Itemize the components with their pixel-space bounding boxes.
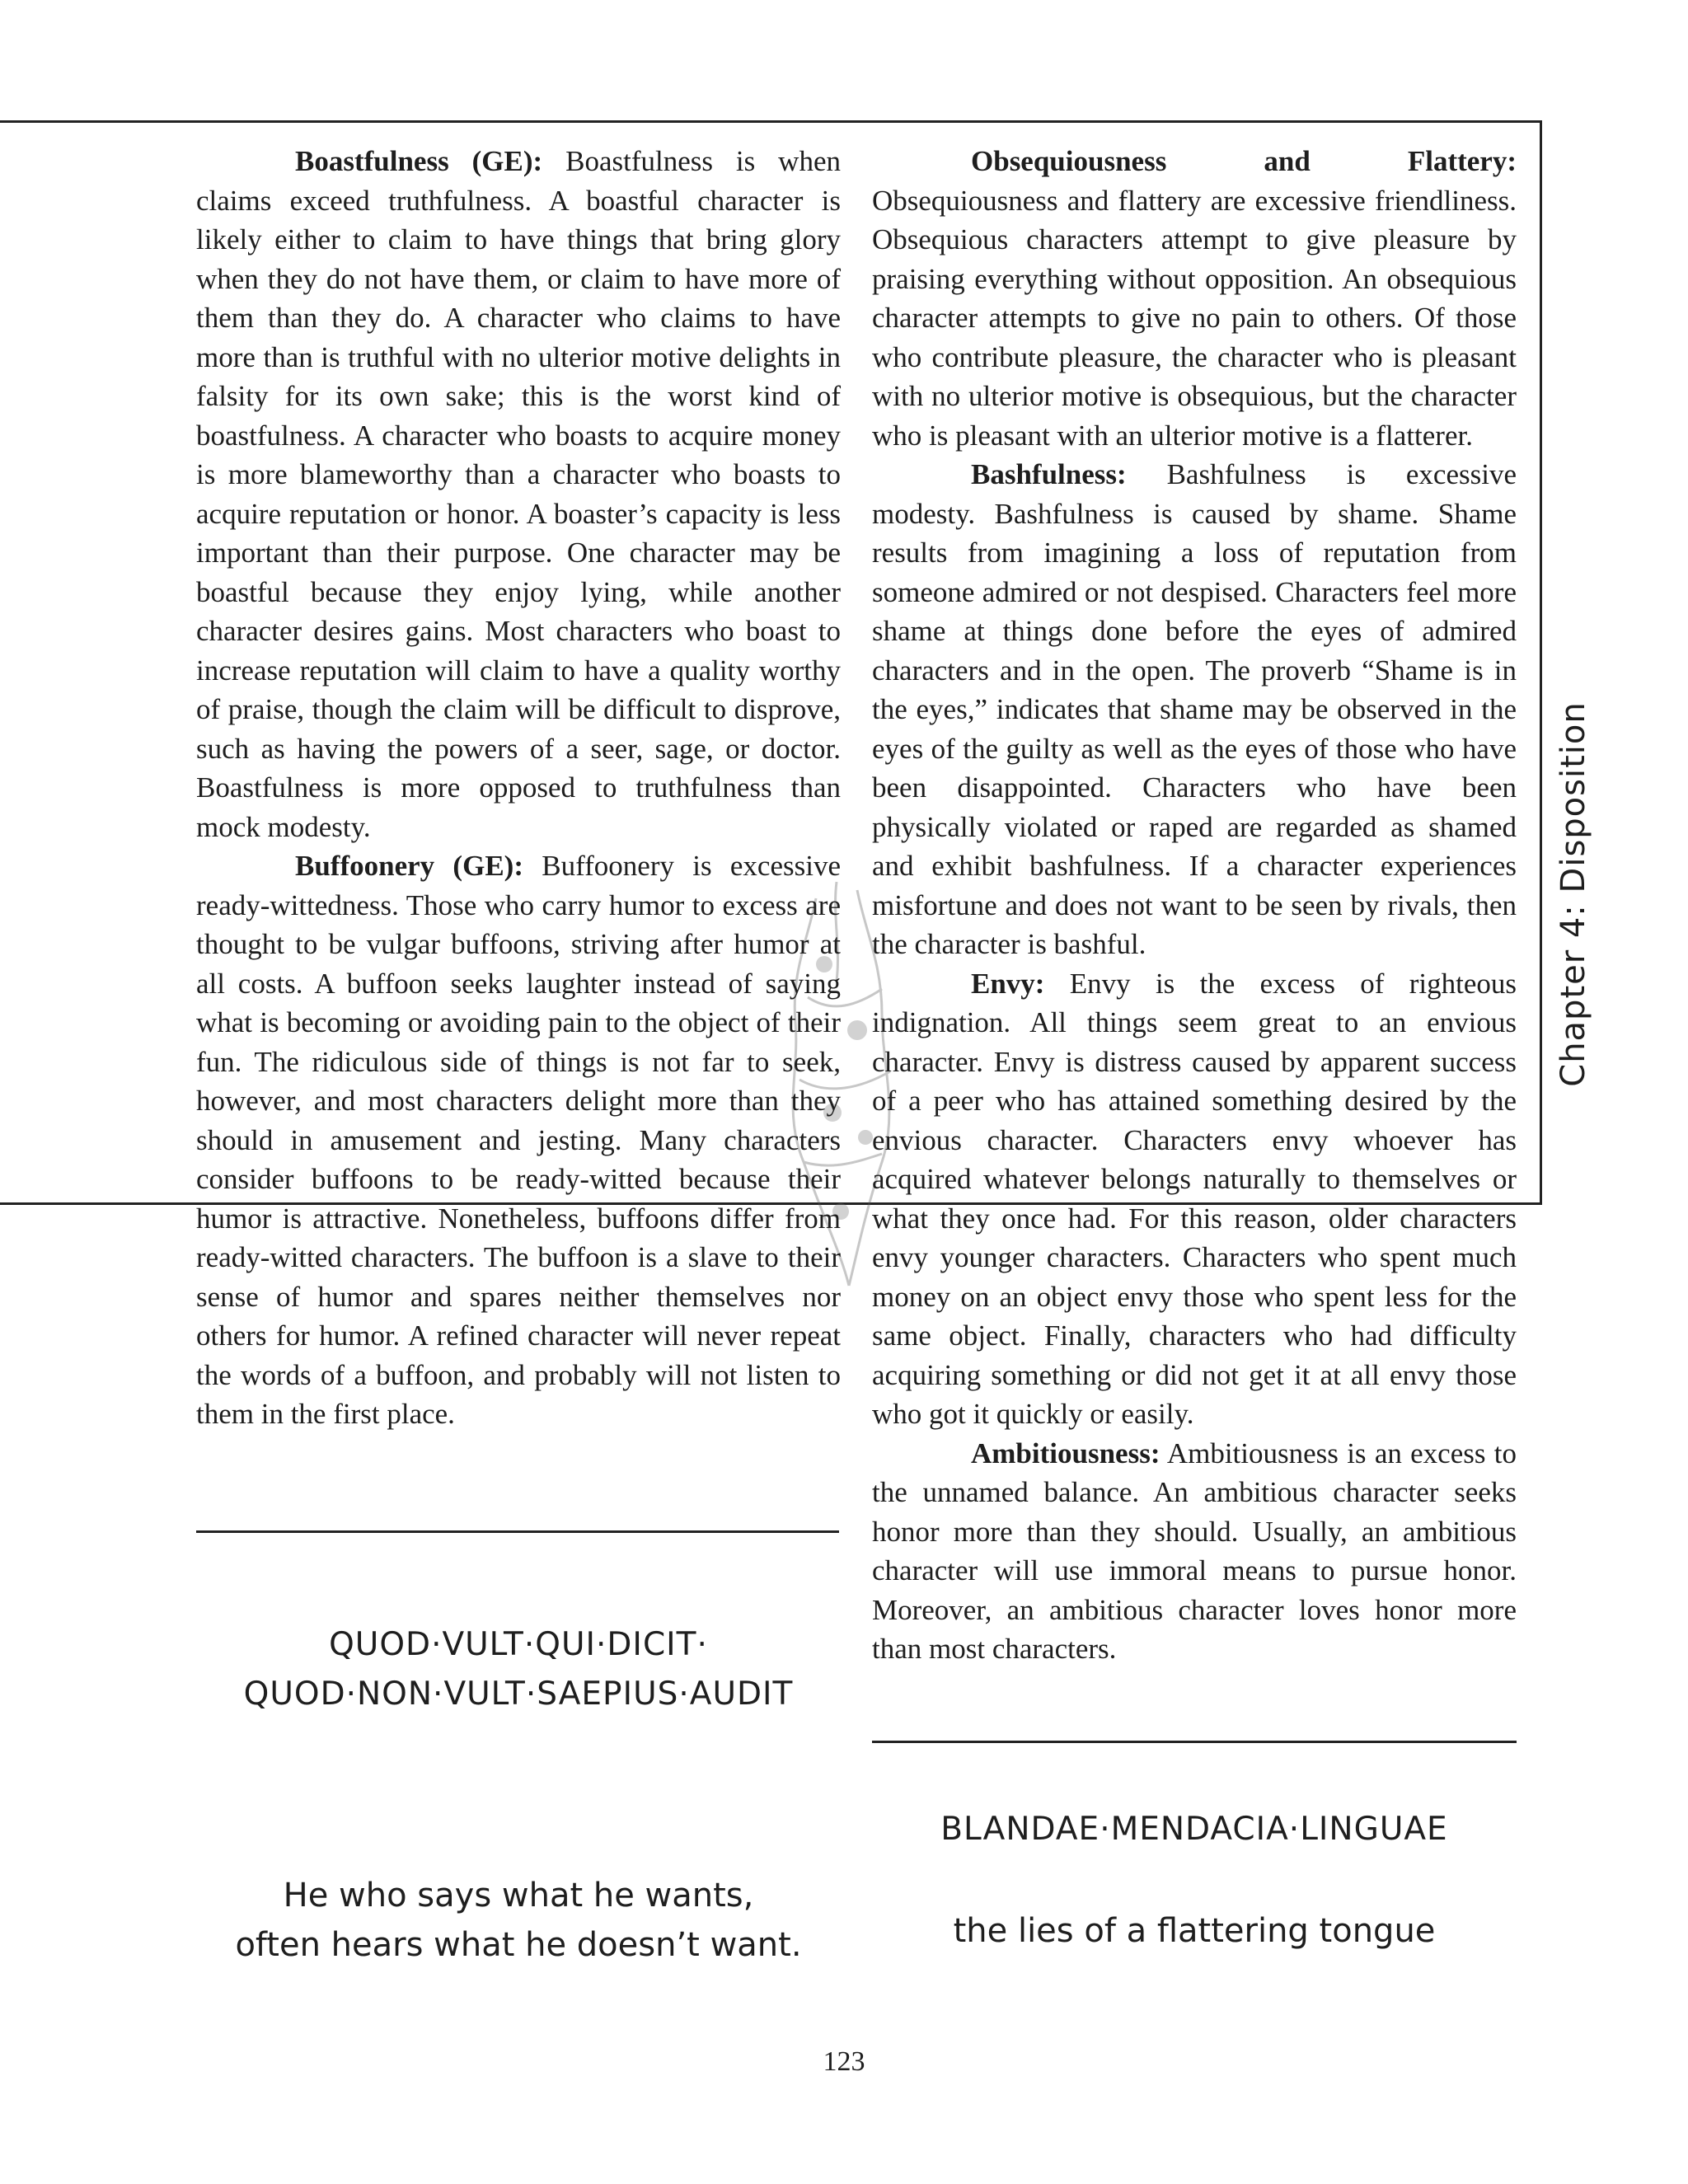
left-column — [196, 142, 841, 1434]
term-ambitiousness: Ambitiousness: — [971, 1436, 1160, 1469]
term-bashfulness: Bashfulness: — [971, 458, 1127, 490]
right-quote-divider — [872, 1741, 1517, 1743]
english-line-1: He who says what he wants, — [283, 1877, 754, 1915]
term-buffoonery: Buffoonery (GE): — [295, 850, 523, 882]
left-quote-divider — [196, 1530, 839, 1533]
paragraph-envy — [872, 964, 1517, 1434]
paragraph-bashfulness — [872, 455, 1517, 964]
paragraph-text: Bashfulness is excessive modesty. Bashfulness is caused by shame. Shame results from imagining a loss of reputation from someone admired or not despised. Characters feel more shame at things done before the eyes of admired characters and in the open. The proverb “Shame is in the eyes,” indicates that shame may be observed in the eyes of the guilty as well as the eyes of those who have been disappointed. Characters who have been physically violated or raped are regarded as shamed and exhibit bashfulness. If a character experiences misfortune and does not want to be seen by rivals, then the character is bashful. — [872, 458, 1517, 960]
paragraph-text: Obsequiousness and flattery are excessive friendliness. Obsequious characters attempt to give pleasure by praising everything without opposition. An obsequious character attempts to give no pain to others. Of those who contribute pleasure, the character who is pleasant with no ulterior motive is obsequious, but the character who is pleasant with an ulterior motive is a flatterer. — [872, 184, 1517, 452]
right-latin-quote — [872, 1805, 1517, 1854]
left-latin-quote — [196, 1620, 841, 1719]
term-boastfulness: Boastfulness (GE): — [295, 145, 543, 177]
latin-line-2: QUOD·NON·VULT·SAEPIUS·AUDIT — [243, 1675, 794, 1713]
paragraph-text: Boastfulness is when claims exceed truthfulness. A boastful character is likely either to claim to have things that bring glory when they do not have them, or claim to have more of them than they do. A character who claims to have more than is truthful with no ulterior motive delights in falsity for its own sake; this is the worst kind of boastfulness. A character who boasts to acquire money is more blameworthy than a character who boasts to acquire reputation or honor. A boaster’s capacity is less important than their purpose. One character may be boastful because they enjoy lying, while another character desires gains. Most characters who boast to increase reputation will claim to have a quality worthy of praise, though the claim will be difficult to disprove, such as having the powers of a seer, sage, or doctor. Boastfulness is more opposed to truthfulness than mock modesty. — [196, 145, 841, 843]
right-column — [872, 142, 1517, 1669]
term-obsequiousness: Obsequiousness and Flattery: — [971, 145, 1517, 177]
latin-line: BLANDAE·MENDACIA·LINGUAE — [940, 1811, 1448, 1848]
right-english-translation — [872, 1906, 1517, 1956]
english-line-2: often hears what he doesn’t want. — [235, 1926, 802, 1964]
paragraph-boastfulness — [196, 142, 841, 846]
paragraph-text: Buffoonery is excessive ready-wittedness. Those who carry humor to excess are thought to be vulgar buffoons, striving after humor at all costs. A buffoon seeks laughter instead of saying what is becoming or avoiding pain to the object of their fun. The ridiculous side of things is not far to seek, however, and most characters delight more than they should in amusement and jesting. Many characters consider buffoons to be ready-witted because their humor is attractive. Nonetheless, buffoons differ from ready-witted characters. The buffoon is a slave to their sense of humor and spares neither themselves nor others for humor. A refined character will never repeat the words of a buffoon, and probably will not listen to them in the first place. — [196, 850, 841, 1430]
paragraph-ambitiousness — [872, 1434, 1517, 1669]
page-number: 123 — [823, 2046, 865, 2077]
paragraph-text: Ambitiousness is an excess to the unnamed balance. An ambitious character seeks honor more than they should. Usually, an ambitious character will use immoral means to pursue honor. Moreover, an ambitious character loves honor more than most characters. — [872, 1436, 1517, 1665]
term-envy: Envy: — [971, 967, 1045, 1000]
english-line: the lies of a flattering tongue — [953, 1912, 1436, 1950]
paragraph-buffoonery — [196, 846, 841, 1434]
paragraph-text: Envy is the excess of righteous indignation. All things seem great to an envious character. Envy is distress caused by apparent success of a peer who has attained something desired by the envious character. Characters envy whoever has acquired whatever belongs naturally to themselves or what they once had. For this reason, older characters envy younger characters. Characters who spent much money on an object envy those who spent less for the same object. Finally, characters who had difficulty acquiring something or did not get it at all envy those who got it quickly or easily. — [872, 967, 1517, 1430]
latin-line-1: QUOD·VULT·QUI·DICIT· — [329, 1626, 708, 1663]
left-english-translation — [196, 1871, 841, 1970]
paragraph-obsequiousness — [872, 142, 1517, 455]
chapter-side-label: Chapter 4: Disposition — [1554, 701, 1592, 1087]
